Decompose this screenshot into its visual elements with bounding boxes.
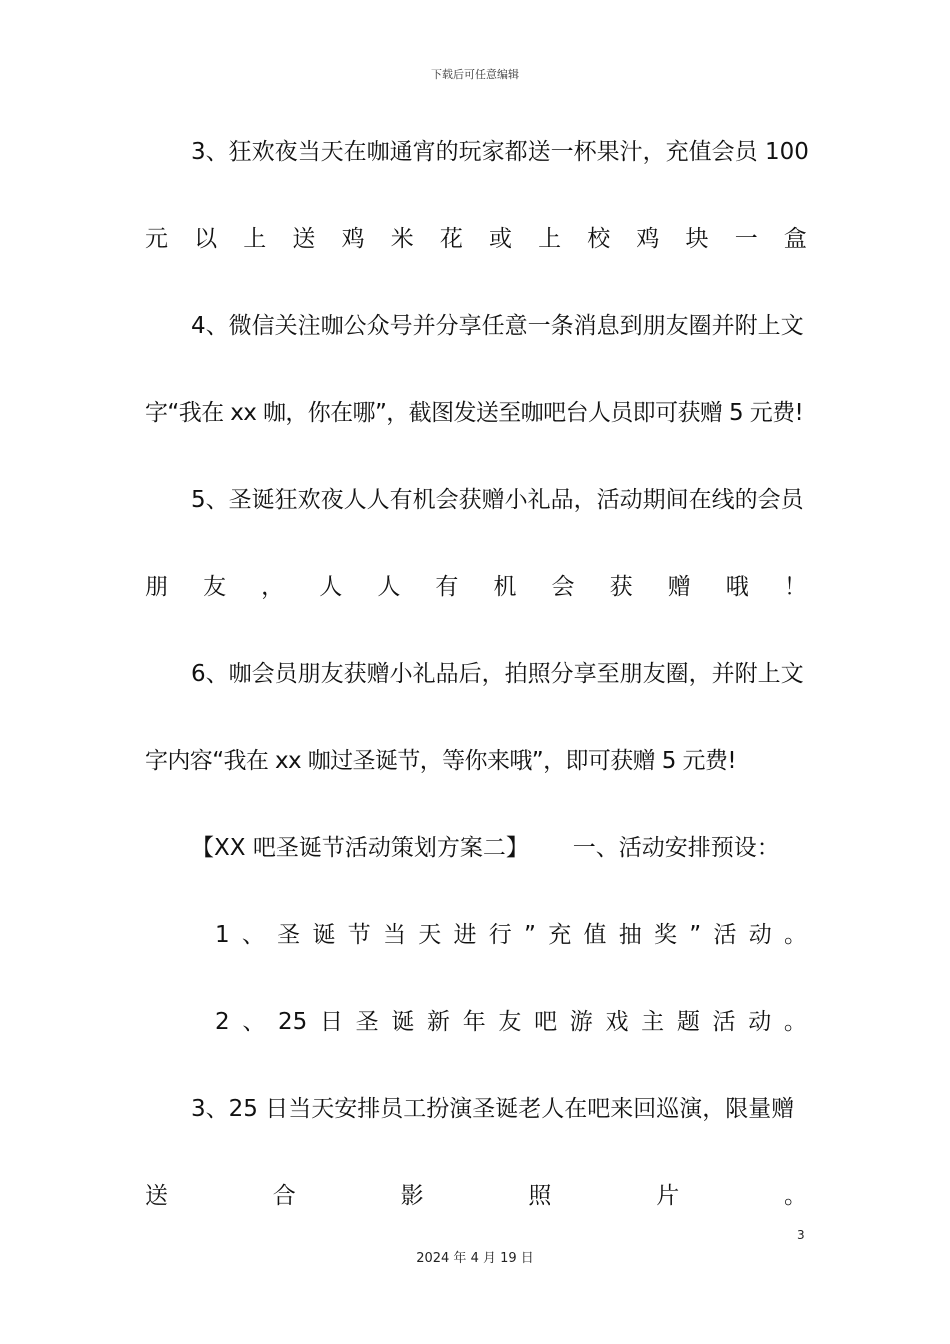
char: ” xyxy=(689,922,702,948)
char: 。 xyxy=(784,922,807,948)
char: 、 xyxy=(241,922,265,948)
char: 一 xyxy=(734,226,758,252)
char: 送 xyxy=(292,226,316,252)
char: 年 xyxy=(462,1009,486,1035)
char: 奖 xyxy=(654,922,678,948)
char: 25 xyxy=(278,1009,308,1035)
char: 人 xyxy=(319,574,343,600)
char: 圣 xyxy=(355,1009,379,1035)
text-line-10 xyxy=(145,919,807,951)
char: 上 xyxy=(243,226,267,252)
char: ” xyxy=(524,922,536,948)
char: 行 xyxy=(488,922,512,948)
char: 主 xyxy=(641,1009,665,1035)
char: 元 xyxy=(145,226,168,252)
char: 。 xyxy=(783,1183,807,1209)
char: 圣 xyxy=(277,922,301,948)
char: 抽 xyxy=(618,922,642,948)
char: 动 xyxy=(748,922,772,948)
char: 合 xyxy=(272,1183,296,1209)
char: 活 xyxy=(712,1009,736,1035)
char: 日 xyxy=(319,1009,343,1035)
char: 送 xyxy=(145,1183,168,1209)
char: 校 xyxy=(587,226,611,252)
char: 进 xyxy=(453,922,477,948)
text-line-4: 字“我在 xx 咖，你在哪”，截图发送至咖吧台人员即可获赠 5 元费! xyxy=(145,400,804,426)
char: 、 xyxy=(242,1009,266,1035)
char: ， xyxy=(261,574,285,600)
char: 鸡 xyxy=(341,226,365,252)
text-line-6 xyxy=(145,571,807,603)
text-line-12: 3、25 日当天安排员工扮演圣诞老人在吧来回巡演，限量赠 xyxy=(191,1096,795,1122)
char: 游 xyxy=(569,1009,593,1035)
char: 天 xyxy=(418,922,442,948)
char: 。 xyxy=(783,1009,807,1035)
text-line-9: 【XX 吧圣诞节活动策划方案二】 一、活动安排预设： xyxy=(191,835,780,861)
char: 花 xyxy=(439,226,463,252)
page-number: 3 xyxy=(797,1228,805,1242)
char: 充 xyxy=(548,922,572,948)
char: 动 xyxy=(748,1009,772,1035)
char: 获 xyxy=(609,574,633,600)
char: 哦 xyxy=(725,574,749,600)
char: 块 xyxy=(685,226,709,252)
char: 诞 xyxy=(391,1009,415,1035)
char: 机 xyxy=(493,574,517,600)
char: 节 xyxy=(347,922,371,948)
char: 照 xyxy=(528,1183,552,1209)
text-line-5: 5、圣诞狂欢夜人人有机会获赠小礼品，活动期间在线的会员 xyxy=(191,487,804,513)
text-line-13 xyxy=(145,1180,807,1212)
text-line-2 xyxy=(145,223,807,255)
char: 以 xyxy=(194,226,218,252)
char: 影 xyxy=(400,1183,424,1209)
char: 赠 xyxy=(667,574,691,600)
char: 片 xyxy=(656,1183,680,1209)
page-header: 下载后可任意编辑 xyxy=(431,68,519,81)
char: 或 xyxy=(488,226,512,252)
char: 当 xyxy=(382,922,406,948)
text-line-11 xyxy=(145,1006,807,1038)
char: 1 xyxy=(215,922,230,948)
char: 新 xyxy=(427,1009,451,1035)
char: 吧 xyxy=(534,1009,558,1035)
char: 友 xyxy=(498,1009,522,1035)
char: 人 xyxy=(377,574,401,600)
text-line-7: 6、咖会员朋友获赠小礼品后，拍照分享至朋友圈，并附上文 xyxy=(191,661,804,687)
char: 戏 xyxy=(605,1009,629,1035)
char: 友 xyxy=(203,574,227,600)
char: 盒 xyxy=(783,226,807,252)
char: 米 xyxy=(390,226,414,252)
char: 朋 xyxy=(145,574,168,600)
text-line-1: 3、狂欢夜当天在咖通宵的玩家都送一杯果汁，充值会员 100 xyxy=(191,139,809,165)
char: 2 xyxy=(215,1009,230,1035)
char: 活 xyxy=(713,922,737,948)
text-line-8: 字内容“我在 xx 咖过圣诞节，等你来哦”，即可获赠 5 元费! xyxy=(145,748,736,774)
text-line-3: 4、微信关注咖公众号并分享任意一条消息到朋友圈并附上文 xyxy=(191,313,804,339)
char: 题 xyxy=(676,1009,700,1035)
char: ！ xyxy=(783,574,807,600)
char: 会 xyxy=(551,574,575,600)
char: 上 xyxy=(538,226,562,252)
char: 有 xyxy=(435,574,459,600)
char: 诞 xyxy=(312,922,336,948)
char: 值 xyxy=(583,922,607,948)
char: 鸡 xyxy=(636,226,660,252)
footer-date: 2024 年 4 月 19 日 xyxy=(416,1251,534,1266)
